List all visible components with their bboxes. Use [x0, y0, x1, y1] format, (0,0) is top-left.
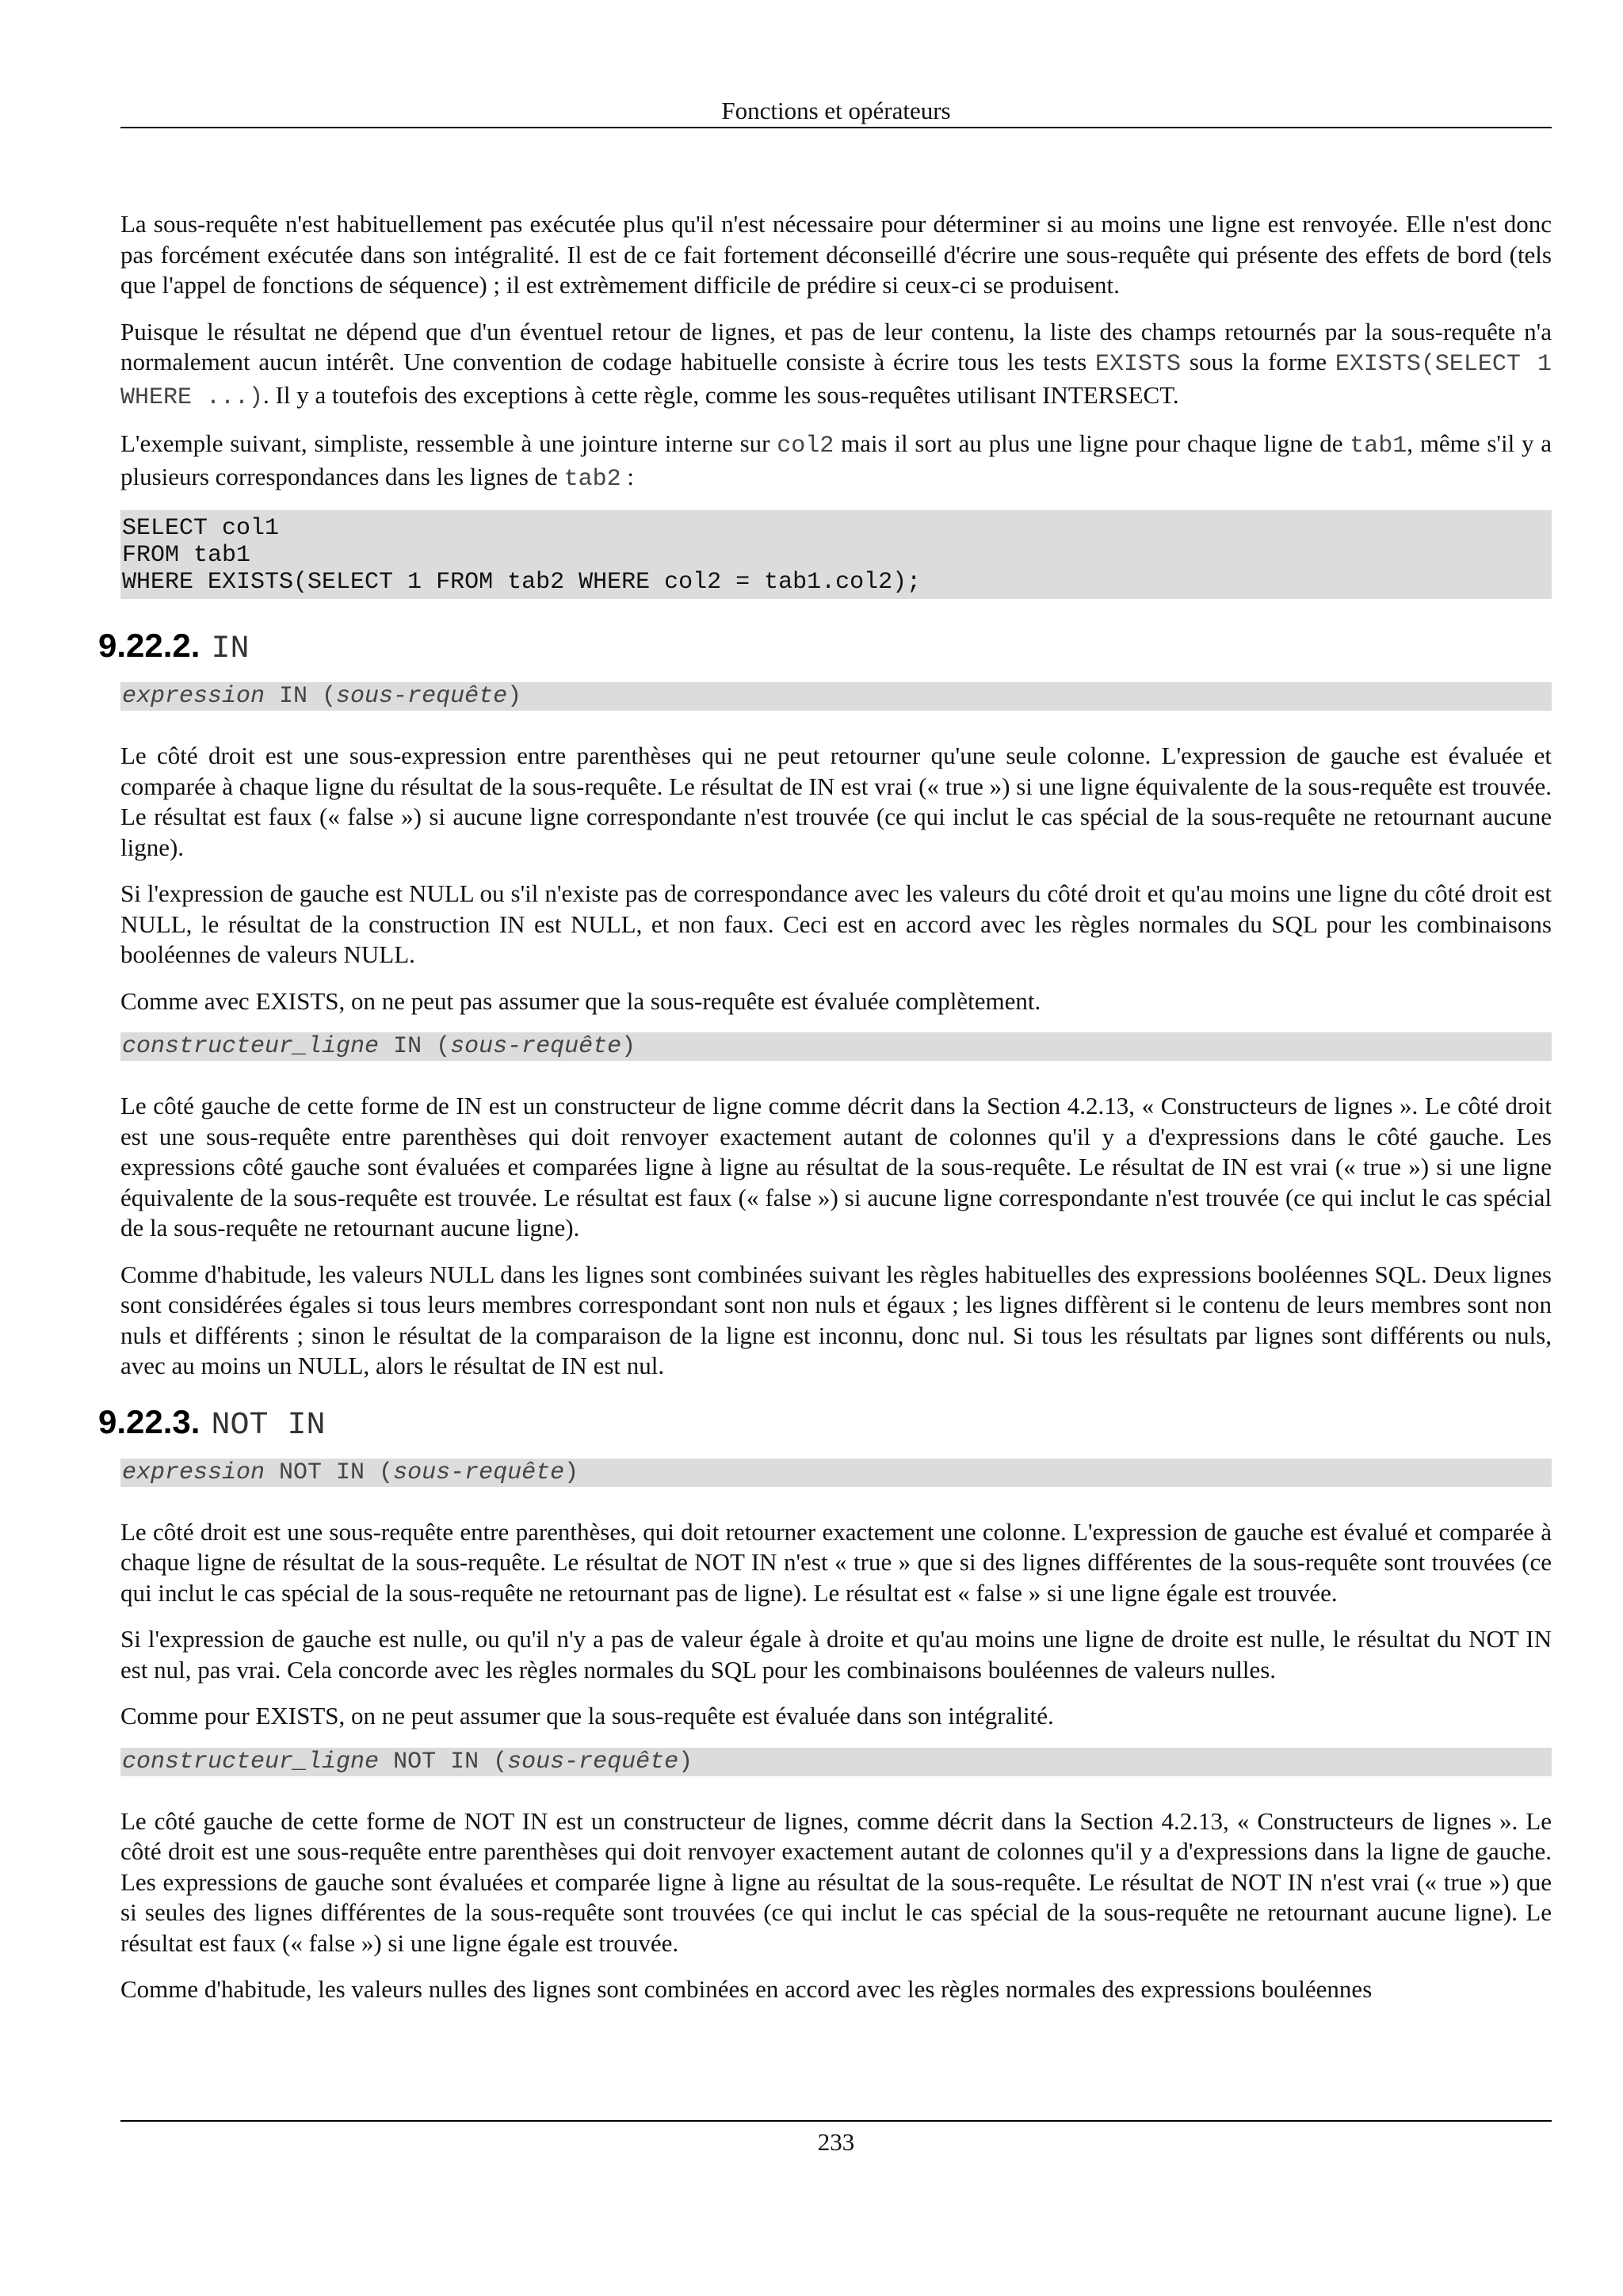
synopsis-operator: IN (	[265, 683, 337, 710]
in-paragraph-4: Le côté gauche de cette forme de IN est un constructeur de ligne comme décrit dans la Section 4.2.13, « Constructeurs de lignes ». Le côté droit est une sous-requête entre parenthèses qui doit renvoyer exactement autant de colonnes qu'il y a d'expressions dans le côté gauche. Les expressions côté gauche sont évaluées et comparées ligne à ligne au résultat de la sous-requête. Le résultat de IN est vrai (« true ») si une ligne équivalente de la sous-requête est trouvée. Le résultat est faux (« false ») si aucune ligne correspondante n'est trouvée (ce qui inclut le cas spécial de la sous-requête ne retournant aucune ligne).	[120, 1092, 1552, 1241]
inline-code: col2	[777, 433, 834, 460]
page-content	[98, 209, 1552, 2021]
synopsis-not-in-expression	[120, 1459, 1552, 1487]
synopsis-operator: IN (	[379, 1033, 451, 1060]
inline-code: EXISTS(SELECT 1 WHERE ...)	[120, 351, 1552, 411]
text-run: , même s'il y a plusieurs correspondances dans les lignes de	[120, 429, 1552, 490]
section-heading-not-in	[98, 1402, 1552, 1446]
in-paragraph-5: Comme d'habitude, les valeurs NULL dans les lignes sont combinées suivant les règles habituelles des expressions booléennes SQL. Deux lignes sont considérées égales si tous leurs membres correspondant sont non nuls et égaux ; les lignes diffèrent si le contenu de leurs membres sont non nuls et différents ; sinon le résultat de la comparaison de la ligne est inconnu, donc nul. Si tous les résultats par lignes sont différents ou nuls, avec au moins un NULL, alors le résultat de IN est nul.	[120, 1260, 1552, 1379]
inline-code: EXISTS	[1095, 351, 1182, 378]
section-number: 9.22.3.	[98, 1402, 200, 1440]
synopsis-in-expression	[120, 682, 1552, 711]
inline-code: tab1	[1350, 433, 1407, 460]
not-in-paragraph-5: Comme d'habitude, les valeurs nulles des lignes sont combinées en accord avec les règles normales des expressions bouléennes	[120, 1975, 1373, 2003]
in-paragraph-2: Si l'expression de gauche est NULL ou s'il n'existe pas de correspondance avec les valeurs du côté droit et qu'au moins une ligne du côté droit est NULL, le résultat de la construction IN est NULL, et non faux. Ceci est en accord avec les règles normales du SQL pour les combinaisons booléennes de valeurs NULL.	[120, 879, 1552, 968]
text-run: L'exemple suivant, simpliste, ressemble à une jointure interne sur	[120, 429, 777, 457]
synopsis-argument: expression	[122, 683, 265, 710]
not-in-paragraph-3: Comme pour EXISTS, on ne peut assumer que la sous-requête est évaluée dans son intégralité.	[120, 1702, 1054, 1730]
synopsis-operator: NOT IN (	[379, 1748, 508, 1775]
synopsis-argument: sous-requête	[507, 1748, 679, 1775]
synopsis-argument: constructeur_ligne	[122, 1748, 380, 1775]
synopsis-argument: sous-requête	[450, 1033, 622, 1060]
section-title: IN	[211, 631, 250, 667]
synopsis-operator: )	[678, 1748, 693, 1775]
synopsis-operator: NOT IN (	[265, 1459, 394, 1486]
text-run: . Il y a toutefois des exceptions à cette règle, comme les sous-requêtes utilisant INTERSECT.	[263, 380, 1179, 409]
intro-paragraph-2	[120, 317, 1552, 414]
synopsis-argument: constructeur_ligne	[122, 1033, 380, 1060]
intro-paragraph-1: La sous-requête n'est habituellement pas exécutée plus qu'il n'est nécessaire pour déterminer si au moins une ligne est renvoyée. Elle n'est donc pas forcément exécutée dans son intégralité. Il est de ce fait fortement déconseillé d'écrire une sous-requête qui présente des effets de bord (tels que l'appel de fonctions de séquence) ; il est extrèmement difficile de prédire si ceux-ci se produisent.	[120, 210, 1552, 299]
not-in-paragraph-4: Le côté gauche de cette forme de NOT IN est un constructeur de lignes, comme décrit dans la Section 4.2.13, « Constructeurs de lignes ». Le côté droit est une sous-requête entre parenthèses qui doit renvoyer exactement autant de colonnes qu'il y a d'expressions dans la ligne de gauche. Les expressions de gauche sont évaluées et comparée ligne à ligne au résultat de la sous-requête. Le résultat de NOT IN n'est vrai (« true ») que si seules des lignes différentes de la sous-requête sont trouvées (ce qui inclut le cas spécial de la sous-requête ne retournant aucune ligne). Le résultat est faux (« false ») si une ligne égale est trouvée.	[120, 1806, 1552, 1957]
example-code-block: SELECT col1 FROM tab1 WHERE EXISTS(SELECT 1 FROM tab2 WHERE col2 = tab1.col2);	[120, 510, 1552, 599]
synopsis-argument: sous-requête	[393, 1459, 565, 1486]
not-in-paragraph-1: Le côté droit est une sous-requête entre parenthèses, qui doit retourner exactement une colonne. L'expression de gauche est évalué et comparée à chaque ligne de résultat de la sous-requête. Le résultat de NOT IN n'est « true » que si des lignes différentes de la sous-requête sont trouvées (ce qui inclut le cas spécial de la sous-requête ne retournant pas de ligne). Le résultat est « false » si une ligne égale est trouvée.	[120, 1517, 1552, 1607]
synopsis-argument: sous-requête	[336, 683, 508, 710]
page-number: 233	[817, 2128, 855, 2156]
section-heading-in	[98, 626, 1552, 669]
synopsis-not-in-row-constructor	[120, 1748, 1552, 1776]
synopsis-operator: )	[507, 683, 522, 710]
text-run: sous la forme	[1181, 348, 1335, 376]
section-title: NOT IN	[211, 1407, 326, 1444]
text-run: Puisque le résultat ne dépend que d'un éventuel retour de lignes, et pas de leur contenu, la liste des champs retournés par la sous-requête n'a normalement aucun intérêt. Une convention de codage habituelle consiste à écrire tous les tests	[120, 317, 1552, 376]
inline-code: tab2	[563, 465, 621, 493]
in-paragraph-3: Comme avec EXISTS, on ne peut pas assumer que la sous-requête est évaluée complètement.	[120, 986, 1041, 1015]
not-in-paragraph-2: Si l'expression de gauche est nulle, ou qu'il n'y a pas de valeur égale à droite et qu'au moins une ligne de droite est nulle, le résultat du NOT IN est nul, pas vrai. Cela concorde avec les règles normales du SQL pour les combinaisons bouléennes de valeurs nulles.	[120, 1625, 1552, 1684]
synopsis-operator: )	[621, 1033, 636, 1060]
running-header: Fonctions et opérateurs	[120, 95, 1552, 128]
text-run: :	[621, 462, 634, 490]
in-paragraph-1: Le côté droit est une sous-expression entre parenthèses qui ne peut retourner qu'une seule colonne. L'expression de gauche est évaluée et comparée à chaque ligne du résultat de la sous-requête. Le résultat de IN est vrai (« true ») si une ligne équivalente de la sous-requête est trouvée. Le résultat est faux (« false ») si aucune ligne correspondante n'est trouvée (ce qui inclut le cas spécial de la sous-requête ne retournant aucune ligne).	[120, 742, 1552, 861]
synopsis-in-row-constructor	[120, 1032, 1552, 1061]
synopsis-argument: expression	[122, 1459, 265, 1486]
intro-paragraph-3	[120, 429, 1552, 494]
section-number: 9.22.2.	[98, 627, 200, 664]
footer-divider	[120, 2120, 1552, 2122]
synopsis-operator: )	[564, 1459, 579, 1486]
text-run: mais il sort au plus une ligne pour chaque ligne de	[834, 429, 1350, 457]
